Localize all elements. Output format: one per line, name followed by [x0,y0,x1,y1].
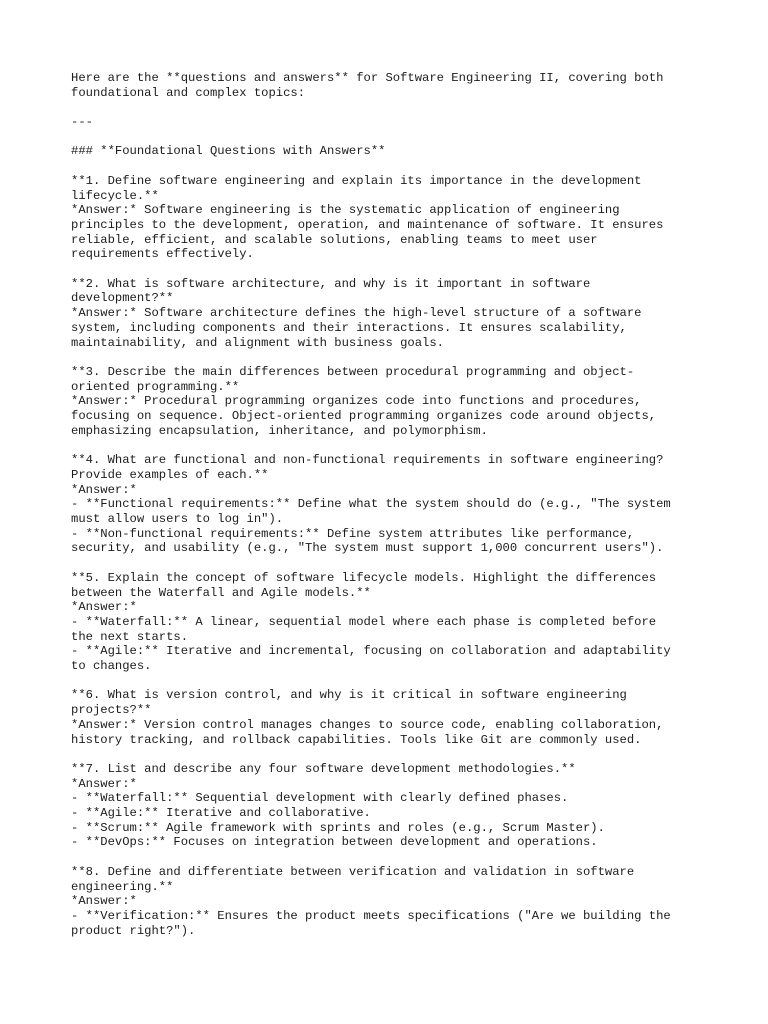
text-line: principles to the development, operation, and maintenance of software. It ensures [71,217,664,232]
document-page [71,71,711,953]
question-8 [71,865,711,939]
text-line: must allow users to log in"). [71,512,284,526]
text-line: - **Non-functional requirements:** Define system attributes like performance, [71,526,635,541]
text-line: product right?"). [71,923,196,938]
text-line: history tracking, and rollback capabilities. Tools like Git are commonly used. [71,732,642,747]
text-line: - **DevOps:** Focuses on integration between development and operations. [71,835,598,850]
text-line: oriented programming.** [71,379,240,394]
text-line: - **Scrum:** Agile framework with sprints and roles (e.g., Scrum Master). [71,820,605,835]
text-line: to changes. [71,659,152,674]
section-heading [71,144,711,159]
text-line: maintainability, and alignment with business goals. [71,335,444,350]
text-line: reliable, efficient, and scalable solutions, enabling teams to meet user [71,232,598,247]
text-line: *Answer:* [71,482,137,497]
text-line: **8. Define and differentiate between verification and validation in software [71,864,635,879]
text-line: Provide examples of each.** [71,467,269,482]
text-line: requirements effectively. [71,247,254,262]
text-line: *Answer:* Software architecture defines the high-level structure of a software [71,306,642,321]
text-line: - **Agile:** Iterative and collaborative. [71,806,371,821]
question-5 [71,571,711,674]
text-line: - **Agile:** Iterative and incremental, focusing on collaboration and adaptability [71,644,671,659]
text-line: the next starts. [71,629,189,644]
text-line: system, including components and their interactions. It ensures scalability, [71,320,627,335]
text-line: engineering.** [71,879,174,894]
text-line: **7. List and describe any four software development methodologies.** [71,761,576,776]
text-line: - **Waterfall:** A linear, sequential model where each phase is completed before [71,614,657,629]
text-line: security, and usability (e.g., "The system must support 1,000 concurrent users"). [71,541,664,556]
text-line: lifecycle.** [71,188,159,203]
text-line: focusing on sequence. Object-oriented programming organizes code around objects, [71,409,657,424]
text-line: **3. Describe the main differences between procedural programming and object- [71,364,635,379]
separator [71,115,711,130]
text-line: foundational and complex topics: [71,85,306,100]
text-line: **5. Explain the concept of software lifecycle models. Highlight the differences [71,570,657,585]
text-line: *Answer:* [71,600,137,615]
text-line: - **Waterfall:** Sequential development with clearly defined phases. [71,791,569,806]
text-line: *Answer:* [71,894,137,909]
question-2 [71,277,711,351]
text-line: **6. What is version control, and why is it critical in software engineering [71,688,627,703]
text-line: **4. What are functional and non-functional requirements in software engineering? [71,453,664,468]
text-line: **2. What is software architecture, and why is it important in software [71,276,591,291]
text-line: *Answer:* [71,776,137,791]
text-line: --- [71,115,93,130]
question-7 [71,762,711,850]
text-line: between the Waterfall and Agile models.** [71,585,371,600]
text-line: *Answer:* Software engineering is the systematic application of engineering [71,203,620,218]
text-line: ### **Foundational Questions with Answers** [71,144,386,159]
text-line: development?** [71,291,174,306]
text-line: *Answer:* Version control manages changes to source code, enabling collaboration, [71,717,664,732]
text-line: projects?** [71,703,152,718]
question-4 [71,453,711,556]
text-line: Here are the **questions and answers** for Software Engineering II, covering both [71,71,664,85]
question-6 [71,688,711,747]
text-line: *Answer:* Procedural programming organizes code into functions and procedures, [71,394,642,409]
text-line: - **Verification:** Ensures the product meets specifications ("Are we building the [71,908,671,923]
question-1 [71,174,711,262]
text-line: **1. Define software engineering and explain its importance in the development [71,173,642,188]
intro-paragraph [71,71,711,100]
question-3 [71,365,711,439]
text-line: - **Functional requirements:** Define what the system should do (e.g., "The system [71,497,671,512]
text-line: emphasizing encapsulation, inheritance, and polymorphism. [71,423,488,438]
